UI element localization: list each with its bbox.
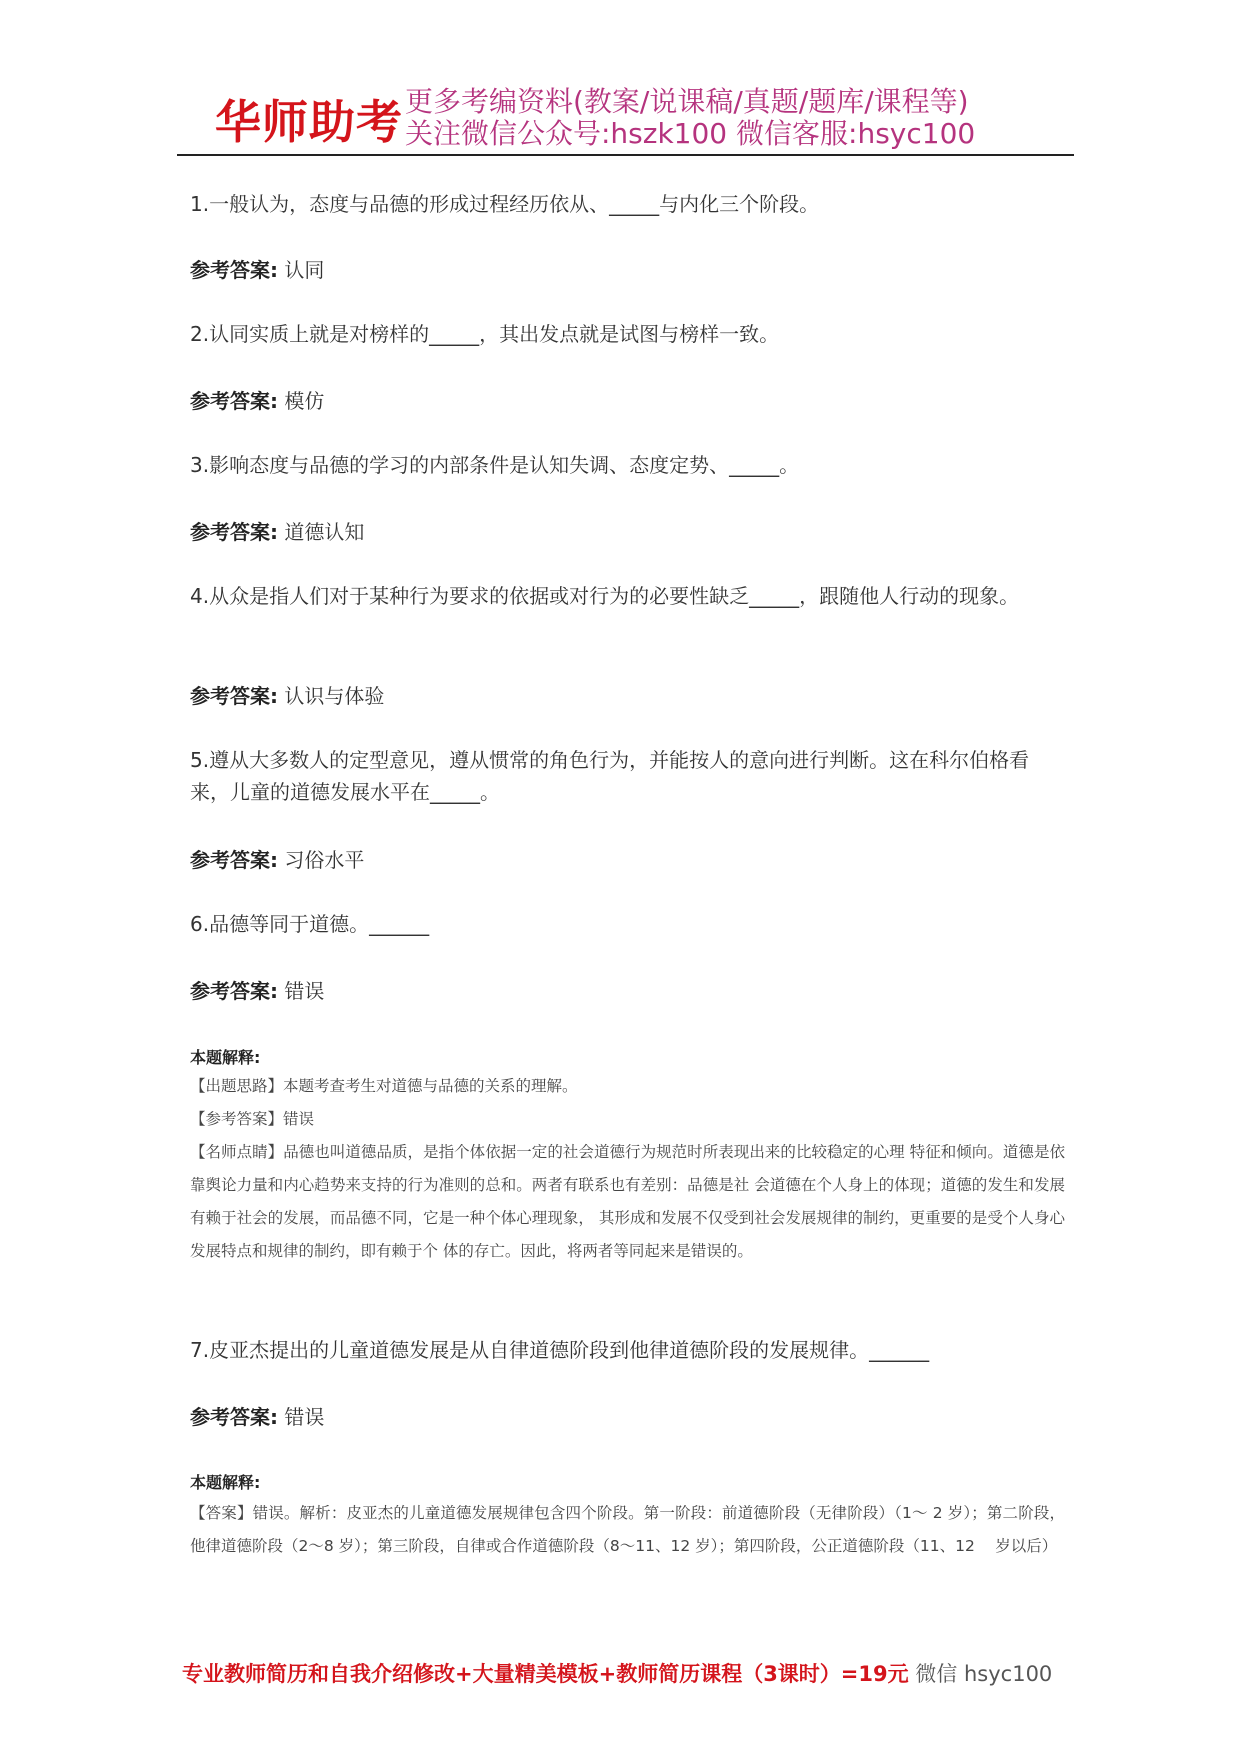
header-divider <box>177 154 1074 156</box>
answer-3 <box>190 516 364 545</box>
answer-value: 习俗水平 <box>284 848 365 872</box>
answer-label: 参考答案: <box>190 979 278 1003</box>
question-2: 2.认同实质上就是对榜样的_____，其出发点就是试图与榜样一致。 <box>190 322 780 346</box>
explanation-7 <box>190 1497 1065 1563</box>
footer-contact: 微信 hsyc100 <box>915 1662 1053 1686</box>
answer-4 <box>190 680 384 709</box>
explanation-line: 【答案】错误。解析：皮亚杰的儿童道德发展规律包含四个阶段。第一阶段：前道德阶段（无律阶段）（1～ 2 岁）；第二阶段，他律道德阶段（2～8 岁）；第三阶段，自律或合作道德阶段（8～11、12 岁）；第四阶段，公正道德阶段（11、12 岁以后） <box>190 1504 1065 1555</box>
explanation-line: 【参考答案】错误 <box>190 1110 315 1128</box>
answer-value: 认识与体验 <box>284 684 385 708</box>
question-3: 3.影响态度与品德的学习的内部条件是认知失调、态度定势、_____。 <box>190 453 800 477</box>
header-promo-line2: 关注微信公众号:hszk100 微信客服:hsyc100 <box>405 117 976 150</box>
answer-label: 参考答案: <box>190 1405 278 1429</box>
answer-label: 参考答案: <box>190 848 278 872</box>
answer-value: 认同 <box>284 258 325 282</box>
answer-label: 参考答案: <box>190 389 278 413</box>
footer-promo <box>182 1658 1052 1688</box>
answer-5 <box>190 844 364 873</box>
question-1: 1.一般认为，态度与品德的形成过程经历依从、_____与内化三个阶段。 <box>190 192 820 216</box>
answer-label: 参考答案: <box>190 520 278 544</box>
answer-value: 道德认知 <box>284 520 365 544</box>
answer-7 <box>190 1401 324 1430</box>
explanation-line: 【名师点睛】品德也叫道德品质，是指个体依据一定的社会道德行为规范时所表现出来的比较稳定的心理 特征和倾向。道德是依靠舆论力量和内心趋势来支持的行为准则的总和。两者有联系也有差别：品德是社 会道德在个人身上的体现；道德的发生和发展有赖于社会的发展，而品德不同，它是一种个体心理现象， 其形成和发展不仅受到社会发展规律的制约，更重要的是受个人身心发展特点和规律的制约，即有赖于个 体的存亡。因此，将两者等同起来是错误的。 <box>190 1143 1065 1260</box>
footer-promo-text: 专业教师简历和自我介绍修改+大量精美模板+教师简历课程（3课时）=19元 <box>182 1662 909 1686</box>
explanation-line: 【出题思路】本题考查考生对道德与品德的关系的理解。 <box>190 1077 578 1095</box>
question-5: 5.遵从大多数人的定型意见，遵从惯常的角色行为，并能按人的意向进行判断。这在科尔伯格看来，儿童的道德发展水平在_____。 <box>190 748 1030 804</box>
answer-1 <box>190 254 324 283</box>
explanation-heading: 本题解释: <box>190 1473 261 1492</box>
answer-6 <box>190 975 324 1004</box>
explanation-6 <box>190 1070 1065 1268</box>
header-promo-line1: 更多考编资料(教案/说课稿/真题/题库/课程等) <box>405 85 969 118</box>
answer-label: 参考答案: <box>190 684 278 708</box>
answer-value: 模仿 <box>284 389 325 413</box>
explanation-heading: 本题解释: <box>190 1048 261 1067</box>
answer-value: 错误 <box>284 979 325 1003</box>
answer-value: 错误 <box>284 1405 325 1429</box>
question-7: 7.皮亚杰提出的儿童道德发展是从自律道德阶段到他律道德阶段的发展规律。______ <box>190 1338 930 1362</box>
question-4: 4.从众是指人们对于某种行为要求的依据或对行为的必要性缺乏_____，跟随他人行动的现象。 <box>190 584 1020 608</box>
brand-logo: 华师助考 <box>215 95 403 149</box>
question-6: 6.品德等同于道德。______ <box>190 912 430 936</box>
answer-2 <box>190 385 324 414</box>
answer-label: 参考答案: <box>190 258 278 282</box>
